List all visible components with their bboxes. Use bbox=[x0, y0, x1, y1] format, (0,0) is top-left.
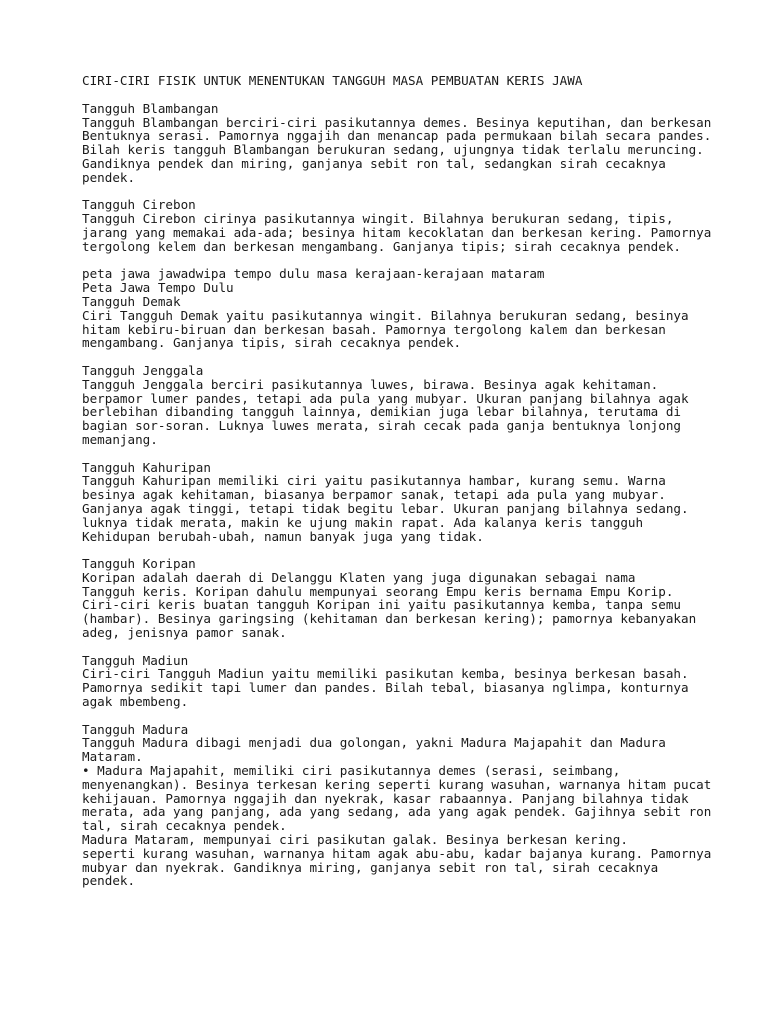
paragraph-line: berlebihan dibanding tangguh lainnya, demikian juga lebar bilahnya, terutama di bbox=[82, 404, 681, 420]
paragraph-line: tal, sirah cecaknya pendek. bbox=[82, 818, 287, 834]
paragraph-line: memanjang. bbox=[82, 431, 158, 447]
paragraph-line: Ciri-ciri keris buatan tangguh Koripan ini yaitu pasikutannya kemba, tanpa semu bbox=[82, 597, 681, 613]
section-6 bbox=[82, 557, 742, 640]
paragraph-line: • Madura Majapahit, memiliki ciri pasikutannya demes (serasi, seimbang, bbox=[82, 763, 621, 779]
paragraph-line: Pamornya sedikit tapi lumer dan pandes. Bilah tebal, biasanya nglimpa, konturnya bbox=[82, 680, 689, 696]
section-2 bbox=[82, 198, 742, 253]
paragraph-line: hitam kebiru-biruan dan berkesan basah. Pamornya tergolong kalem dan berkesan bbox=[82, 321, 666, 337]
paragraph-line: merata, ada yang panjang, ada yang sedang, ada yang agak pendek. Gajihnya sebit ron bbox=[82, 804, 712, 820]
section-3 bbox=[82, 267, 742, 350]
paragraph-line: seperti kurang wasuhan, warnanya hitam agak abu-abu, kadar bajanya kurang. Pamornya bbox=[82, 845, 712, 861]
paragraph-line: jarang yang memakai ada-ada; besinya hitam kecoklatan dan berkesan kering. Pamornya bbox=[82, 224, 712, 240]
paragraph-line: Tangguh Jenggala berciri pasikutannya luwes, birawa. Besinya agak kehitaman. bbox=[82, 376, 659, 392]
document-page bbox=[82, 74, 742, 902]
document-body bbox=[82, 102, 742, 888]
paragraph-line: Tangguh Madura dibagi menjadi dua golongan, yakni Madura Majapahit dan Madura bbox=[82, 735, 666, 751]
paragraph-line: (hambar). Besinya garingsing (kehitaman dan berkesan kering); pamornya kebanyakan bbox=[82, 611, 697, 627]
paragraph-line: Tangguh Cirebon cirinya pasikutannya wingit. Bilahnya berukuran sedang, tipis, bbox=[82, 211, 674, 227]
paragraph-line: Gandiknya pendek dan miring, ganjanya sebit ron tal, sedangkan sirah cecaknya bbox=[82, 155, 666, 171]
paragraph-line: Tangguh keris. Koripan dahulu mempunyai seorang Empu keris bernama Empu Korip. bbox=[82, 583, 674, 599]
section-1 bbox=[82, 102, 742, 185]
paragraph-line: adeg, jenisnya pamor sanak. bbox=[82, 625, 287, 641]
paragraph-line: menyenangkan). Besinya terkesan kering seperti kurang wasuhan, warnanya hitam pucat bbox=[82, 776, 712, 792]
section-heading: Tangguh Madura bbox=[82, 721, 189, 737]
paragraph-line: berpamor lumer pandes, tetapi ada pula yang mubyar. Ukuran panjang bilahnya agak bbox=[82, 390, 689, 406]
section-heading: Tangguh Madiun bbox=[82, 652, 189, 668]
paragraph-line: Tangguh Kahuripan memiliki ciri yaitu pasikutannya hambar, kurang semu. Warna bbox=[82, 473, 666, 489]
section-heading: Tangguh Koripan bbox=[82, 556, 196, 572]
section-heading: Tangguh Cirebon bbox=[82, 197, 196, 213]
paragraph-line: Bentuknya serasi. Pamornya nggajih dan menancap pada permukaan bilah secara pandes. bbox=[82, 128, 712, 144]
paragraph-line: Koripan adalah daerah di Delanggu Klaten yang juga digunakan sebagai nama bbox=[82, 569, 636, 585]
paragraph-line: agak mbembeng. bbox=[82, 694, 189, 710]
paragraph-line: besinya agak kehitaman, biasanya berpamor sanak, tetapi ada pula yang mubyar. bbox=[82, 487, 666, 503]
section-5 bbox=[82, 461, 742, 544]
paragraph-line: Mataram. bbox=[82, 749, 143, 765]
paragraph-line: luknya tidak merata, makin ke ujung makin rapat. Ada kalanya keris tangguh bbox=[82, 514, 644, 530]
paragraph-line: bagian sor-soran. Luknya luwes merata, sirah cecak pada ganja bentuknya lonjong bbox=[82, 418, 681, 434]
paragraph-line: kehijauan. Pamornya nggajih dan nyekrak, kasar rabaannya. Panjang bilahnya tidak bbox=[82, 790, 689, 806]
paragraph-line: Bilah keris tangguh Blambangan berukuran sedang, ujungnya tidak terlalu meruncing. bbox=[82, 142, 704, 158]
paragraph-line: Peta Jawa Tempo Dulu bbox=[82, 280, 234, 296]
section-heading: Tangguh Kahuripan bbox=[82, 459, 211, 475]
paragraph-line: pendek. bbox=[82, 873, 136, 889]
section-4 bbox=[82, 364, 742, 447]
section-heading: peta jawa jawadwipa tempo dulu masa kerajaan-kerajaan mataram bbox=[82, 266, 545, 282]
paragraph-line: Ciri Tangguh Demak yaitu pasikutannya wingit. Bilahnya berukuran sedang, besinya bbox=[82, 307, 689, 323]
paragraph-line: Ciri-ciri Tangguh Madiun yaitu memiliki pasikutan kemba, besinya berkesan basah. bbox=[82, 666, 689, 682]
paragraph-line: Madura Mataram, mempunyai ciri pasikutan galak. Besinya berkesan kering. bbox=[82, 832, 628, 848]
paragraph-line: Tangguh Demak bbox=[82, 293, 181, 309]
paragraph-line: pendek. bbox=[82, 169, 136, 185]
section-7 bbox=[82, 654, 742, 709]
paragraph-line: Tangguh Blambangan berciri-ciri pasikutannya demes. Besinya keputihan, dan berkesan bbox=[82, 114, 712, 130]
paragraph-line: Kehidupan berubah-ubah, namun banyak juga yang tidak. bbox=[82, 528, 484, 544]
paragraph-line: mengambang. Ganjanya tipis, sirah cecaknya pendek. bbox=[82, 335, 462, 351]
section-8 bbox=[82, 723, 742, 889]
section-heading: Tangguh Blambangan bbox=[82, 100, 219, 116]
section-heading: Tangguh Jenggala bbox=[82, 362, 204, 378]
paragraph-line: mubyar dan nyekrak. Gandiknya miring, ganjanya sebit ron tal, sirah cecaknya bbox=[82, 859, 659, 875]
document-title: CIRI-CIRI FISIK UNTUK MENENTUKAN TANGGUH MASA PEMBUATAN KERIS JAWA bbox=[82, 73, 583, 88]
paragraph-line: Ganjanya agak tinggi, tetapi tidak begitu lebar. Ukuran panjang bilahnya sedang. bbox=[82, 500, 689, 516]
paragraph-line: tergolong kelem dan berkesan mengambang. Ganjanya tipis; sirah cecaknya pendek. bbox=[82, 238, 681, 254]
